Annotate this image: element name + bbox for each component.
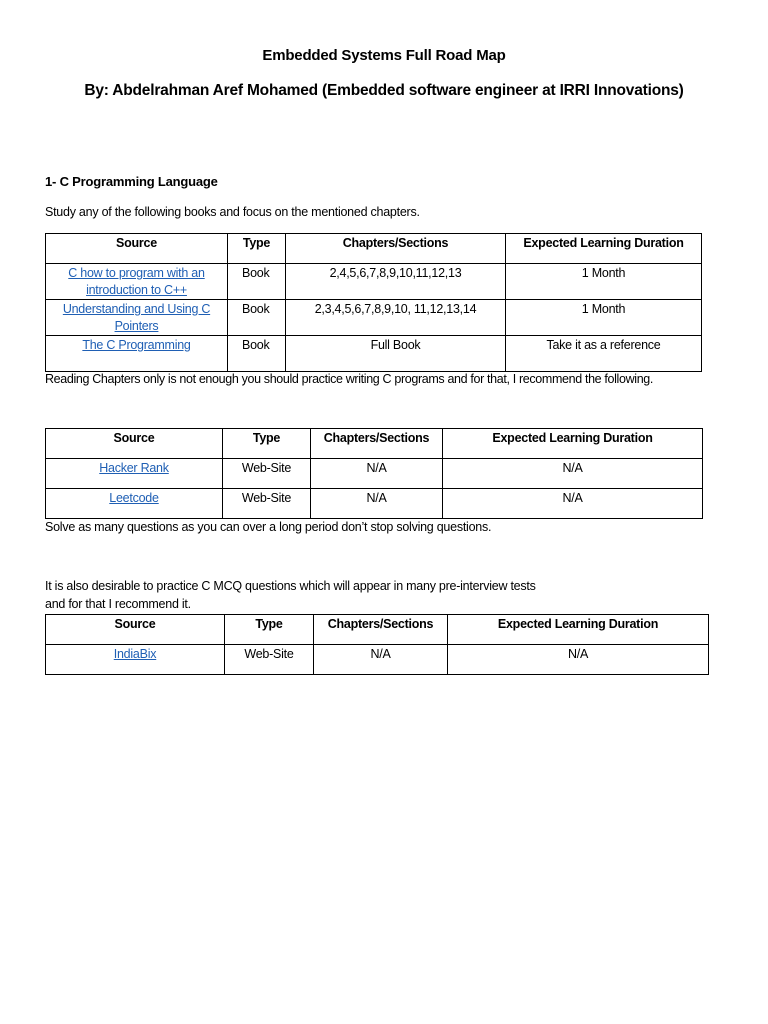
header-duration: Expected Learning Duration (506, 234, 702, 264)
source-cell (46, 489, 223, 519)
source-link-the-c-programming[interactable]: The C Programming (82, 338, 191, 352)
source-link-indiabix[interactable]: IndiaBix (113, 647, 157, 661)
table-row (46, 336, 702, 372)
table-row (46, 300, 702, 336)
header-duration: Expected Learning Duration (448, 615, 709, 645)
table-header-row (46, 234, 702, 264)
source-cell (46, 336, 228, 372)
source-link-c-how-to-program[interactable]: C how to program with an introduction to C++ (68, 266, 205, 297)
table-row (46, 489, 703, 519)
header-type: Type (228, 234, 286, 264)
chapters-cell: N/A (311, 459, 443, 489)
header-chapters: Chapters/Sections (286, 234, 506, 264)
header-duration: Expected Learning Duration (443, 429, 703, 459)
solve-questions-text: Solve as many questions as you can over a long period don’t stop solving questions. (45, 520, 492, 534)
header-chapters: Chapters/Sections (314, 615, 448, 645)
header-source: Source (46, 615, 225, 645)
practice-sites-table (45, 428, 703, 519)
source-cell (46, 264, 228, 300)
duration-cell: 1 Month (506, 264, 702, 300)
type-cell: Book (228, 264, 286, 300)
source-cell (46, 300, 228, 336)
table-row (46, 645, 709, 675)
chapters-cell: N/A (314, 645, 448, 675)
chapters-cell: 2,3,4,5,6,7,8,9,10, 11,12,13,14 (286, 300, 506, 336)
type-cell: Book (228, 300, 286, 336)
table-row (46, 459, 703, 489)
header-chapters: Chapters/Sections (311, 429, 443, 459)
type-cell: Web-Site (223, 459, 311, 489)
duration-cell: N/A (443, 459, 703, 489)
header-type: Type (225, 615, 314, 645)
mcq-sites-table (45, 614, 709, 675)
duration-cell: N/A (448, 645, 709, 675)
table-header-row (46, 615, 709, 645)
mcq-text-line-2: and for that I recommend it. (45, 597, 191, 611)
chapters-cell: N/A (311, 489, 443, 519)
source-link-hacker-rank[interactable]: Hacker Rank (99, 461, 169, 475)
header-type: Type (223, 429, 311, 459)
table-header-row (46, 429, 703, 459)
chapters-cell: 2,4,5,6,7,8,9,10,11,12,13 (286, 264, 506, 300)
source-link-c-pointers[interactable]: Understanding and Using C Pointers (62, 302, 211, 333)
type-cell: Book (228, 336, 286, 372)
books-table (45, 233, 702, 372)
practice-text: Reading Chapters only is not enough you should practice writing C programs and for that, I recommend the following. (45, 372, 654, 386)
type-cell: Web-Site (225, 645, 314, 675)
document-title: Embedded Systems Full Road Map (262, 47, 506, 64)
header-source: Source (46, 429, 223, 459)
section-heading: 1- C Programming Language (45, 174, 218, 189)
header-source: Source (46, 234, 228, 264)
duration-cell: Take it as a reference (506, 336, 702, 372)
intro-text: Study any of the following books and focus on the mentioned chapters. (45, 205, 420, 219)
source-link-leetcode[interactable]: Leetcode (109, 491, 159, 505)
chapters-cell: Full Book (286, 336, 506, 372)
mcq-text-line-1: It is also desirable to practice C MCQ questions which will appear in many pre-interview tests (45, 579, 536, 593)
document-byline: By: Abdelrahman Aref Mohamed (Embedded software engineer at IRRI Innovations) (84, 82, 684, 99)
table-row (46, 264, 702, 300)
source-cell (46, 459, 223, 489)
duration-cell: N/A (443, 489, 703, 519)
type-cell: Web-Site (223, 489, 311, 519)
source-cell (46, 645, 225, 675)
duration-cell: 1 Month (506, 300, 702, 336)
